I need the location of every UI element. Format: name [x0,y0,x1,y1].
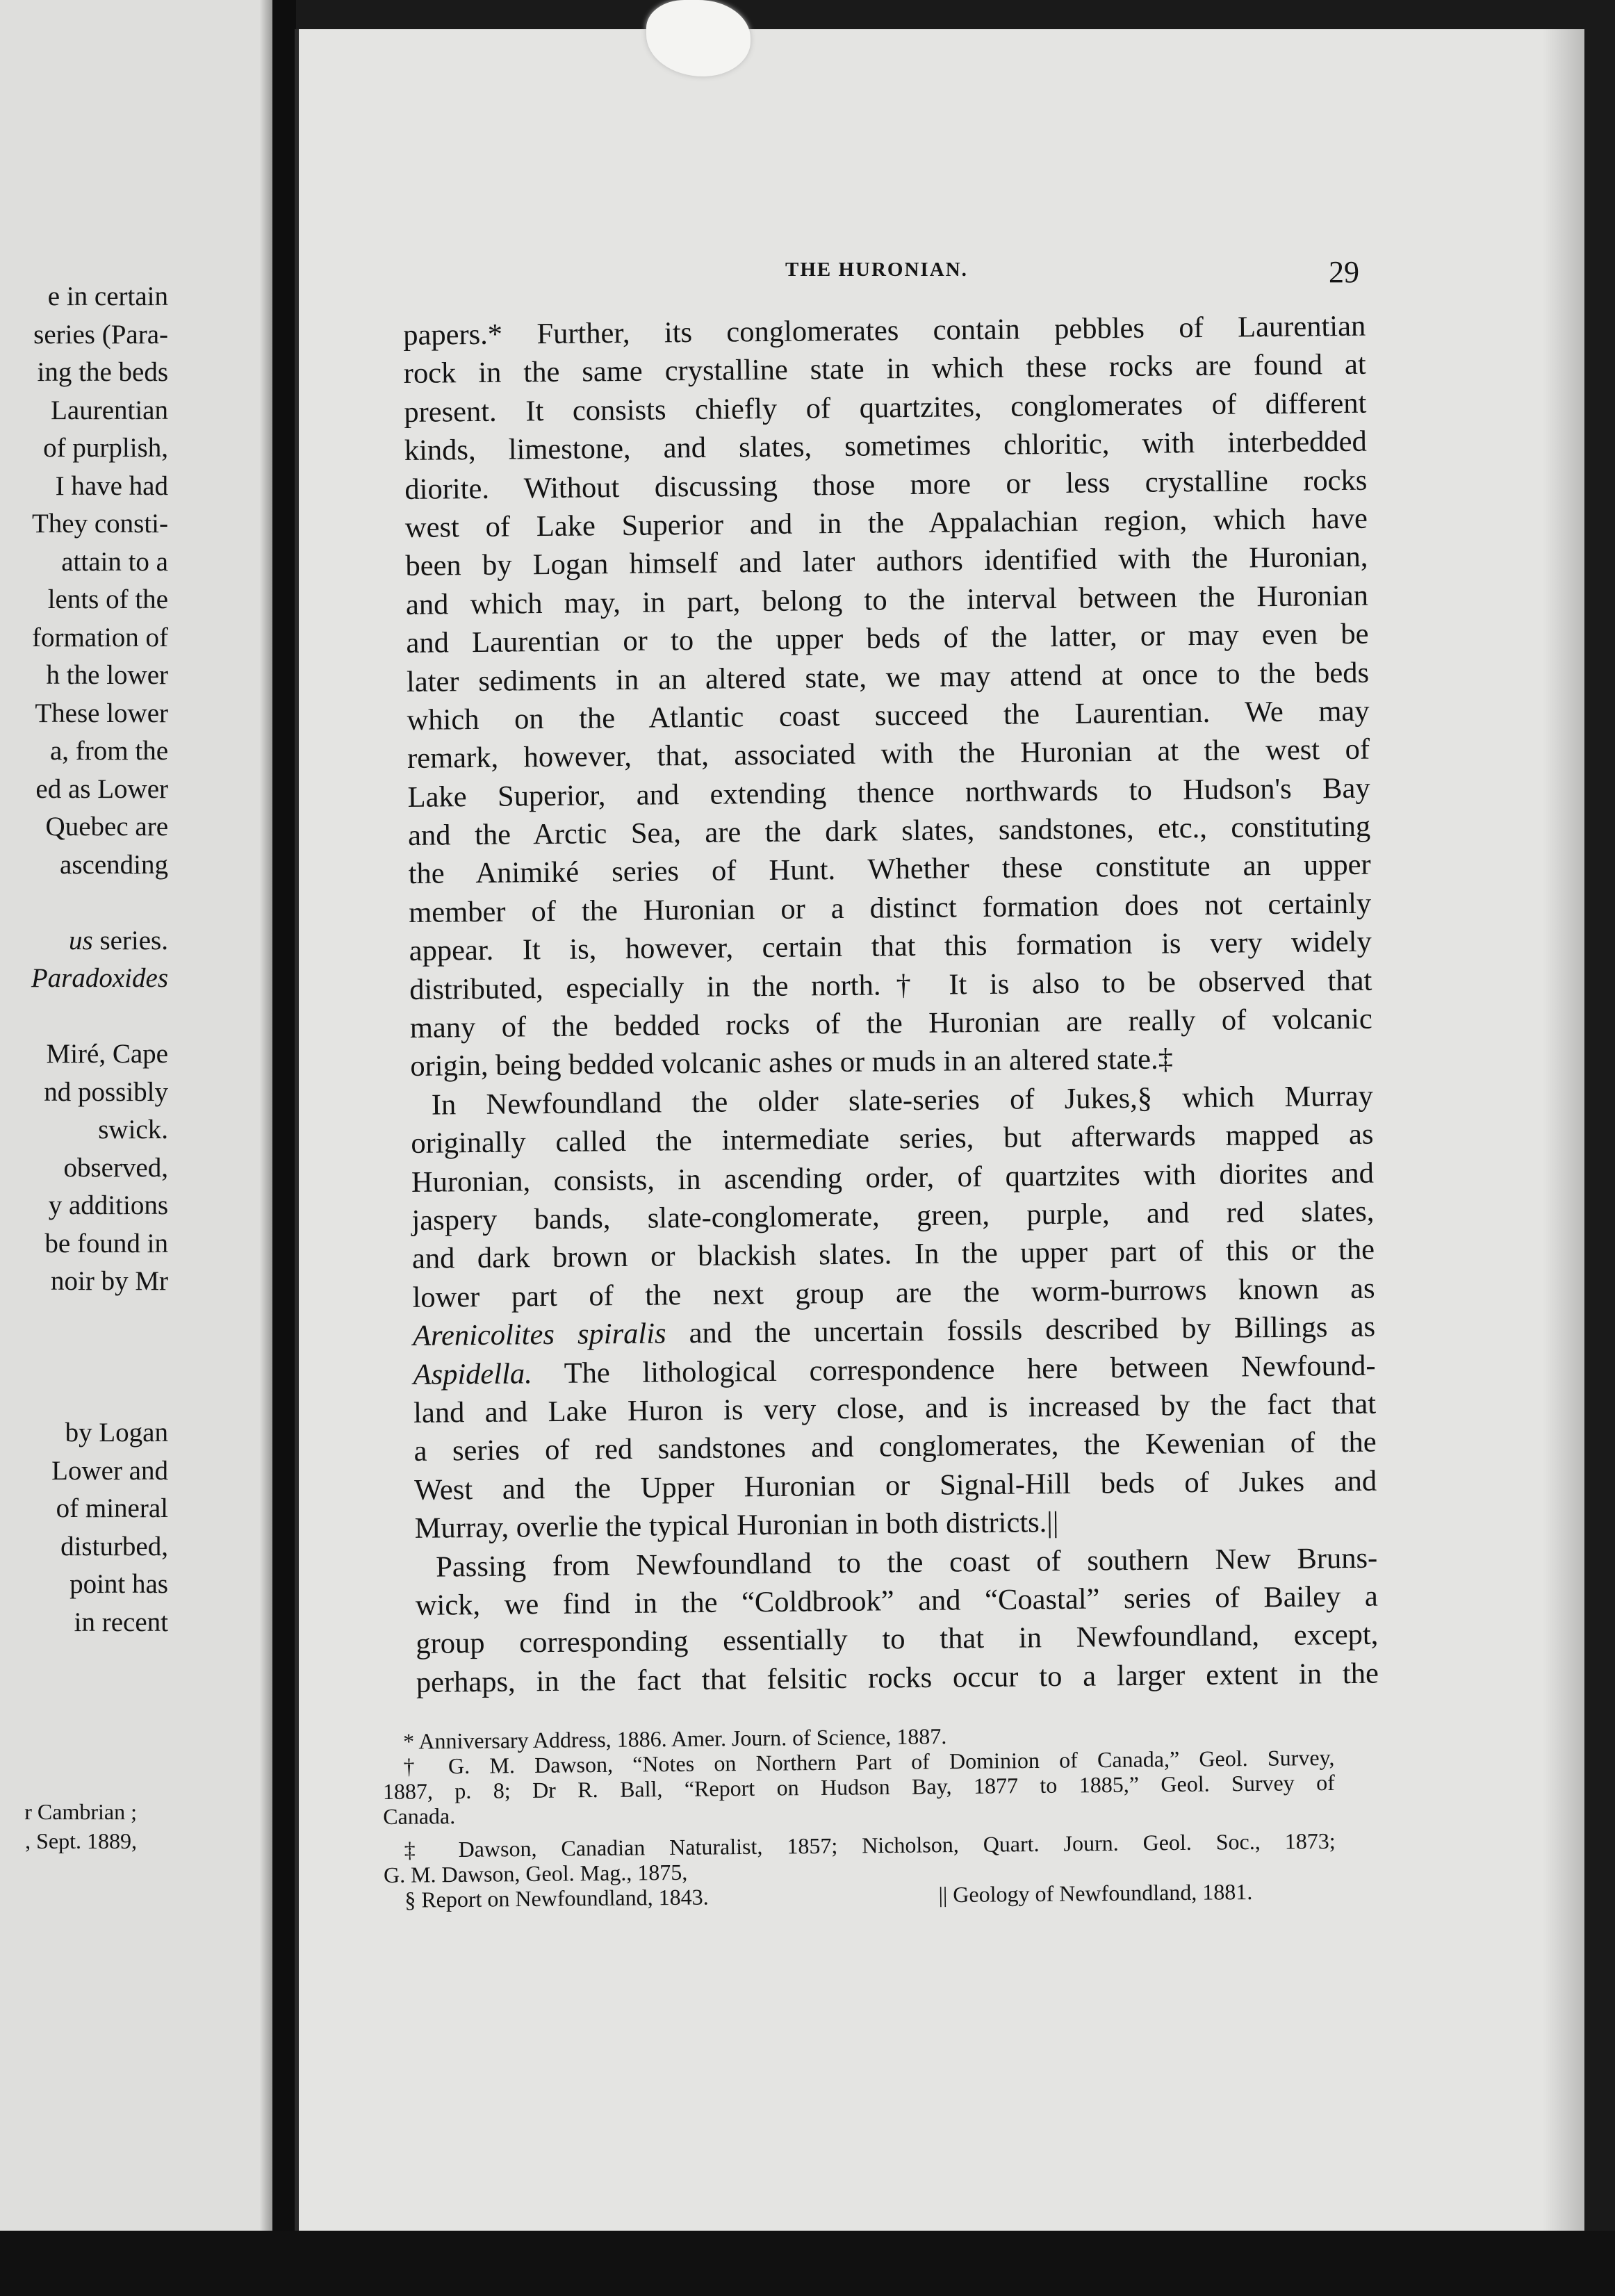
text-line: member of the Huronian or a distinct formation does not certainly [409,887,1372,929]
left-text-line: noir by Mr [51,1266,168,1296]
text-line: diorite. Without discussing those more or less crystalline rocks [404,464,1368,506]
footnote: ‡ Dawson, Canadian Naturalist, 1857; Nicholson, Quart. Journ. Geol. Soc., 1873; [404,1828,1336,1862]
running-head: THE HURONIAN. [785,259,968,281]
text-line: and which may, in part, belong to the interval between the Huronian [405,579,1369,621]
left-text-line [0,1301,168,1339]
left-text-line: of purplish, [43,433,168,463]
text-line: a series of red sandstones and conglomerates, the Kewenian of the [413,1425,1377,1468]
left-text-line: attain to a [61,546,168,577]
book-spine [272,0,296,2296]
page-shadow [1543,29,1584,2231]
left-text-line: Paradoxides [31,963,168,993]
footnote: * Anniversary Address, 1886. Amer. Journ. of Science, 1887. [402,1723,947,1754]
left-text-line [0,884,168,922]
text-line: West and the Upper Huronian or Signal-Hill beds of Jukes and [413,1464,1377,1507]
left-text-line: ed as Lower [35,773,168,804]
text-line: and dark brown or blackish slates. In the upper part of this or the [411,1233,1375,1276]
left-text-line: swick. [98,1115,168,1145]
left-text-line [0,998,168,1036]
text-line: rock in the same crystalline state in which these rocks are found at [403,348,1366,391]
left-text-line [0,1377,168,1415]
left-text-line: disturbed, [60,1531,168,1561]
text-line: present. It consists chiefly of quartzites, conglomerates of different [404,386,1367,429]
text-line: and Laurentian or to the upper beds of the latter, or may even be [406,617,1369,660]
text-line: lower part of the next group are the worm-burrows known as [412,1272,1375,1314]
footnote: † G. M. Dawson, “Notes on Northern Part of Dominion of Canada,” Geol. Survey, [403,1744,1335,1779]
left-text-line: observed, [63,1152,168,1183]
text-line: and the Arctic Sea, are the dark slates, sandstones, etc., constituting [407,810,1371,853]
text-line: Huronian, consists, in ascending order, of quartzites with diorites and [411,1156,1375,1199]
text-fragment: The lithological correspondence here between Newfound- [532,1349,1376,1390]
footnote-continuation: G. M. Dawson, Geol. Mag., 1875, [383,1859,688,1887]
left-text-line: of mineral [56,1493,168,1523]
left-text-line: ing the beds [37,357,168,387]
left-text-line: e in certain [47,281,168,311]
footnote-continuation: 1887, p. 8; Dr R. Ball, “Report on Hudson Bay, 1877 to 1885,” Geol. Survey of [382,1769,1335,1804]
left-text-line: in recent [74,1607,168,1637]
left-footnote-line: r Cambrian ; [24,1799,137,1824]
left-text-line: ascending [60,849,168,880]
scan-border [0,2231,1615,2296]
text-line: Passing from Newfoundland to the coast of southern New Bruns- [436,1541,1378,1584]
left-text-line: series (Para- [33,319,168,350]
left-text-line: lents of the [47,584,168,614]
left-text-line: a, from the [49,736,168,766]
left-text-line: h the lower [46,660,168,690]
text-line: the Animiké series of Hunt. Whether these constitute an upper [408,848,1371,891]
text-line: kinds, limestone, and slates, sometimes chloritic, with interbedded [404,425,1368,468]
text-line: wick, we find in the “Coldbrook” and “Coastal” series of Bailey a [415,1580,1378,1622]
left-text-line: formation of [31,622,168,653]
left-text-line: point has [69,1569,168,1599]
footnote-continuation: Canada. [383,1803,456,1829]
text-line: In Newfoundland the older slate-series of Jukes,§ which Murray [431,1079,1374,1122]
text-line: been by Logan himself and later authors identified with the Huronian, [405,541,1368,583]
left-text-line: y additions [48,1190,168,1220]
text-line: jaspery bands, slate-conglomerate, green, purple, and red slates, [411,1195,1375,1237]
text-line: west of Lake Superior and in the Appalachian region, which have [404,502,1368,544]
left-text-line: be found in [44,1228,168,1258]
left-text-line: They consti- [31,509,168,539]
footnotes [382,1720,1336,1912]
text-line: Lake Superior, and extending thence northwards to Hudson's Bay [407,771,1370,814]
text-line: many of the bedded rocks of the Huronian are really of volcanic [409,1002,1372,1044]
genus-name: Aspidella. [413,1356,533,1391]
text-line: appear. It is, however, certain that this formation is very widely [409,925,1372,968]
left-text-line: by Logan [65,1418,168,1448]
left-text-line: Quebec are [45,812,168,842]
left-text-line: I have had [55,470,168,501]
species-name: Arenicolites spiralis [412,1317,666,1353]
text-line: land and Lake Huron is very close, and is increased by the fact that [413,1387,1377,1429]
text-line: perhaps, in the fact that felsitic rocks occur to a larger extent in the [416,1657,1379,1699]
left-page-text [0,278,168,1641]
left-page [0,0,272,2296]
text-line: originally called the intermediate series, but afterwards mapped as [411,1117,1374,1161]
text-fragment: and the uncertain fossils described by Billings as [666,1310,1376,1350]
left-footnote-line: , Sept. 1889, [25,1828,137,1853]
left-text-line: Lower and [51,1455,168,1486]
text-line: distributed, especially in the north.† It is also to be observed that [409,964,1372,1006]
body-text [403,307,1379,1702]
left-text-line: us series. [69,925,168,956]
page-edge-shadow [260,0,272,2296]
text-line: which on the Atlantic coast succeed the Laurentian. We may [407,694,1370,737]
left-text-line: Miré, Cape [46,1039,168,1069]
text-line: origin, being bedded volcanic ashes or muds in an altered state.‡ [410,1042,1174,1083]
text-line: group corresponding essentially to that in Newfoundland, except, [416,1618,1379,1661]
left-page-footnotes [0,1797,137,1855]
text-line: papers.* Further, its conglomerates contain pebbles of Laurentian [403,309,1366,352]
footnote: § Report on Newfoundland, 1843. [404,1884,709,1912]
left-text-line: nd possibly [44,1076,168,1107]
footnote: || Geology of Newfoundland, 1881. [938,1878,1253,1908]
left-text-line: These lower [35,698,168,728]
text-line: later sediments in an altered state, we may attend at once to the beds [406,656,1370,698]
text-line: Murray, overlie the typical Huronian in both districts.|| [414,1506,1059,1545]
page-number: 29 [1329,255,1359,289]
left-text-line [0,1338,168,1377]
left-text-line: Laurentian [51,395,168,425]
text-line: remark, however, that, associated with the Huronian at the west of [407,732,1370,776]
